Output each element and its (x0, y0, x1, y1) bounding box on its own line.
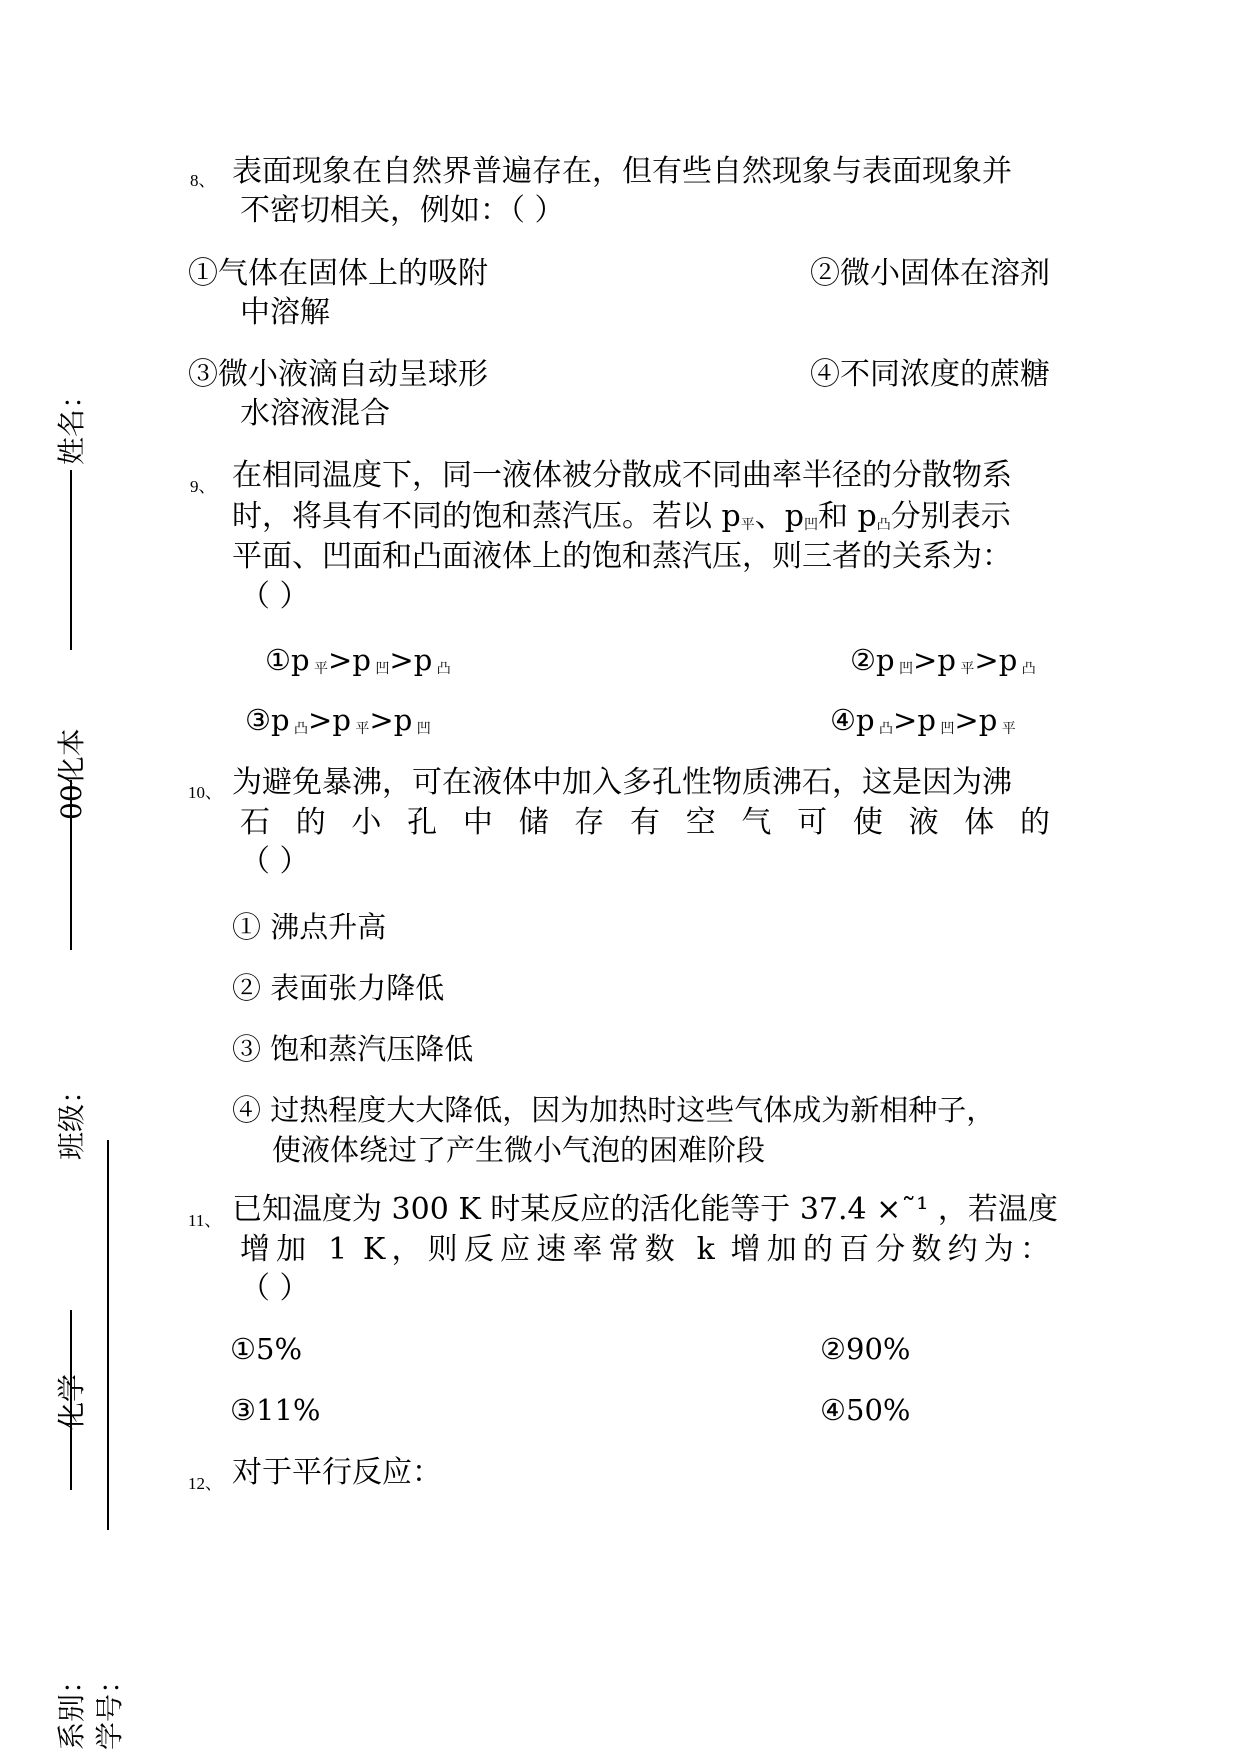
question-number: 9、 (190, 477, 216, 496)
option-4[interactable]: ④p $_凸$>p $_凹$>p $_平$ (830, 703, 1016, 737)
question-text: 表面现象在自然界普遍存在，但有些自然现象与表面现象并 (232, 154, 1012, 189)
question-number: 12、 (188, 1474, 222, 1493)
question-text: 已知温度为 300 K 时某反应的活化能等于 37.4 ×˜¹ ，若温度 (232, 1192, 1058, 1227)
option-1[interactable]: ① 沸点升高 (232, 910, 387, 944)
answer-blank: （ ） (240, 844, 310, 879)
option-1[interactable]: ①p $_平$>p $_凹$>p $_凸$ (265, 643, 451, 677)
option-1[interactable]: ①5% (230, 1332, 303, 1366)
dept-label: 系别： (55, 1665, 88, 1750)
id-label: 学号： (93, 1665, 126, 1750)
option-2[interactable]: ②p $_凹$>p $_平$>p $_凸$ (850, 643, 1036, 677)
answer-blank: （ ） (240, 1271, 310, 1306)
question-text: 不密切相关，例如：（ ） (240, 193, 565, 228)
option-3[interactable]: ③11% (230, 1393, 321, 1427)
question-text: 增加 1 K，则反应速率常数 k 增加的百分数约为： (240, 1232, 1050, 1267)
option-4[interactable]: ④不同浓度的蔗糖 (810, 357, 1050, 392)
option-4-continuation: 水溶液混合 (240, 396, 390, 431)
option-1[interactable]: ①气体在固体上的吸附 (188, 256, 488, 291)
name-label: 姓名： (55, 380, 88, 465)
question-text: 在相同温度下，同一液体被分散成不同曲率半径的分散物系 (232, 458, 1012, 493)
option-2-continuation: 中溶解 (240, 295, 330, 330)
name-underline (70, 470, 72, 650)
question-text-line2: 时，将具有不同的饱和蒸汽压。若以 $p_平$、$p_凹$和 $p_凸$分别表示 (232, 499, 1011, 534)
option-3[interactable]: ③ 饱和蒸汽压降低 (232, 1032, 474, 1066)
id-underline (107, 1140, 109, 1530)
question-text: 对于平行反应： (232, 1455, 442, 1490)
question-number: 8、 (190, 171, 216, 190)
option-4[interactable]: ④ 过热程度大大降低，因为加热时这些气体成为新相种子， (232, 1093, 996, 1127)
question-text: 平面、凹面和凸面液体上的饱和蒸汽压，则三者的关系为： (232, 539, 1012, 574)
option-2[interactable]: ②微小固体在溶剂 (810, 256, 1050, 291)
question-text: 为避免暴沸，可在液体中加入多孔性物质沸石，这是因为沸 (232, 765, 1012, 800)
question-number: 10、 (188, 783, 222, 802)
option-3[interactable]: ③微小液滴自动呈球形 (188, 357, 488, 392)
question-number: 11、 (188, 1211, 222, 1230)
subject-label: 化学 (55, 1373, 88, 1430)
answer-blank: （ ） (240, 579, 310, 614)
class-code-label: 00化本 (55, 728, 88, 820)
option-4[interactable]: ④50% (820, 1393, 911, 1427)
option-4-continuation: 使液体绕过了产生微小气泡的困难阶段 (272, 1133, 766, 1167)
question-text: 石的小孔中储存有空气可使液体的 (240, 805, 1050, 840)
option-3[interactable]: ③p $_凸$>p $_平$>p $_凹$ (245, 703, 431, 737)
option-2[interactable]: ② 表面张力降低 (232, 971, 445, 1005)
class-label: 班级： (55, 1075, 88, 1160)
option-2[interactable]: ②90% (820, 1332, 911, 1366)
